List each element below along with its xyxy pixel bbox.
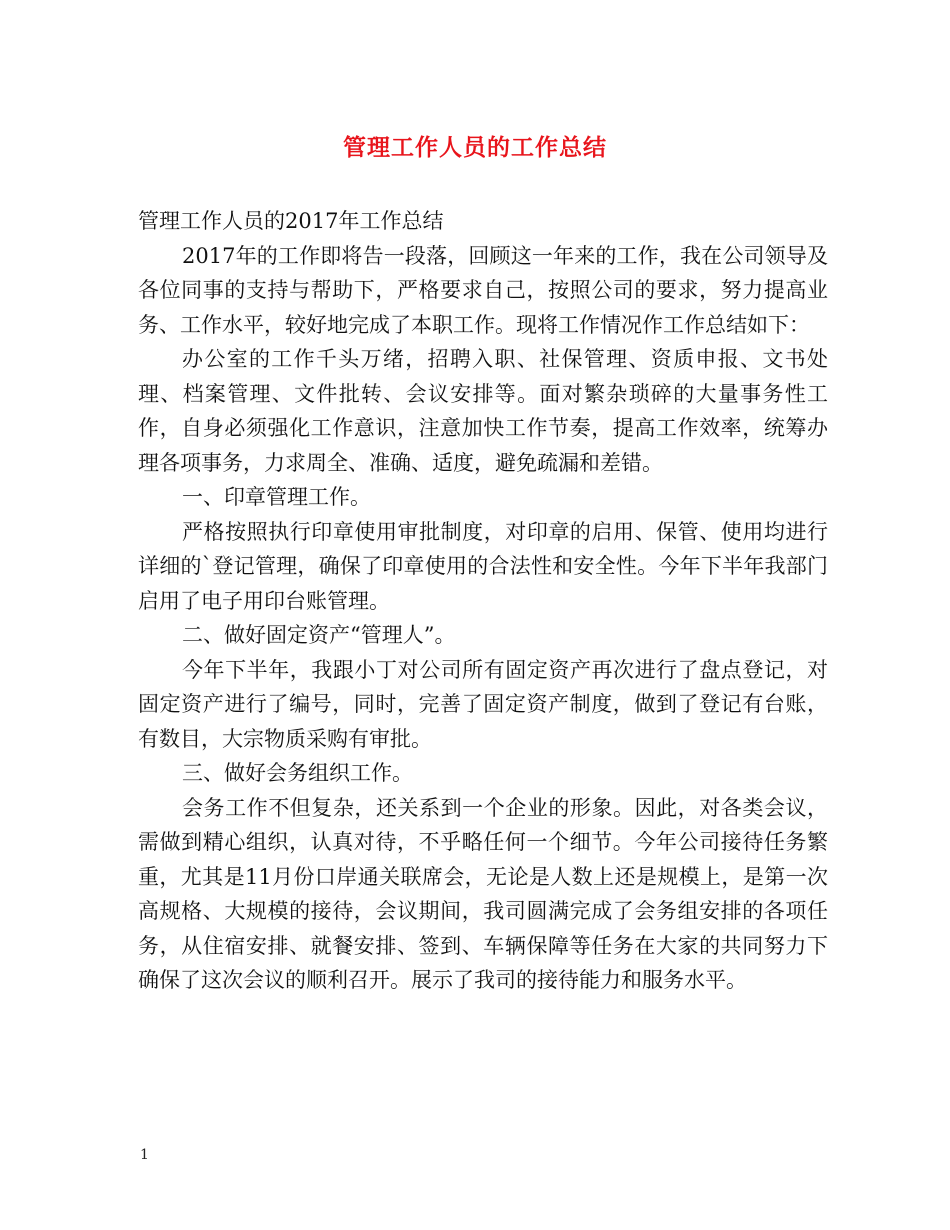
section-heading-meetings: 三、做好会务组织工作。 — [182, 761, 413, 785]
section-heading-seal: 一、印章管理工作。 — [182, 485, 371, 509]
seal-management-paragraph: 严格按照执行印章使用审批制度，对印章的启用、保管、使用均进行详细的`登记管理，确保了印章使用的合法性和安全性。今年下半年我部门启用了电子用印台账管理。 — [138, 519, 828, 613]
document-title: 管理工作人员的工作总结 — [343, 134, 607, 161]
page-number: 1 — [140, 1147, 149, 1163]
section-heading-fixed-assets: 二、做好固定资产“管理人”。 — [182, 623, 456, 647]
document-body — [138, 204, 828, 998]
subtitle-paragraph: 管理工作人员的2017年工作总结 — [138, 209, 444, 233]
office-work-paragraph: 办公室的工作千头万绪，招聘入职、社保管理、资质申报、文书处理、档案管理、文件批转、会议安排等。面对繁杂琐碎的大量事务性工作，自身必须强化工作意识，注意加快工作节奏，提高工作效率，统筹办理各项事务，力求周全、准确、适度，避免疏漏和差错。 — [138, 347, 828, 475]
intro-paragraph: 2017年的工作即将告一段落，回顾这一年来的工作，我在公司领导及各位同事的支持与帮助下，严格要求自己，按照公司的要求，努力提高业务、工作水平，较好地完成了本职工作。现将工作情况作工作总结如下： — [138, 243, 828, 337]
fixed-assets-paragraph: 今年下半年，我跟小丁对公司所有固定资产再次进行了盘点登记，对固定资产进行了编号，同时，完善了固定资产制度，做到了登记有台账，有数目，大宗物质采购有审批。 — [138, 657, 828, 751]
meetings-paragraph: 会务工作不但复杂，还关系到一个企业的形象。因此，对各类会议，需做到精心组织，认真对待，不乎略任何一个细节。今年公司接待任务繁重，尤其是11月份口岸通关联席会，无论是人数上还是规模上，是第一次高规格、大规模的接待，会议期间，我司圆满完成了会务组安排的各项任务，从住宿安排、就餐安排、签到、车辆保障等任务在大家的共同努力下确保了这次会议的顺利召开。展示了我司的接待能力和服务水平。 — [138, 795, 828, 992]
